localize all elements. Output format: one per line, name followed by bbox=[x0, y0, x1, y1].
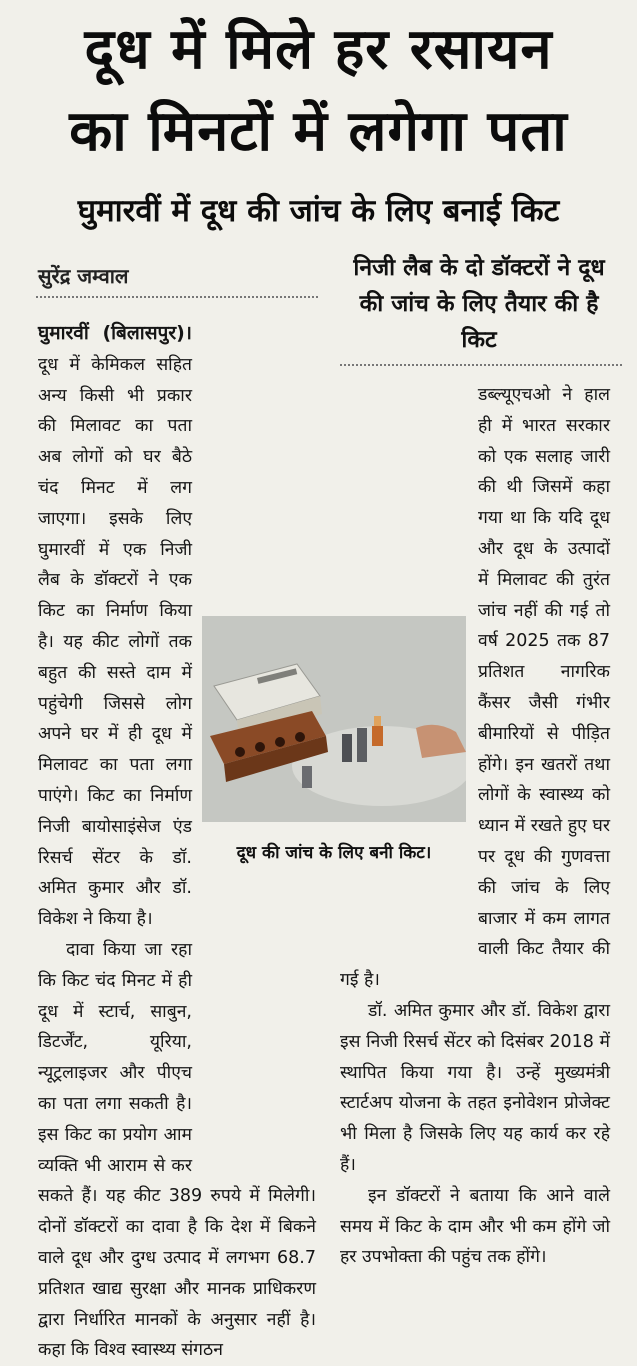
kit-photo-illustration bbox=[202, 616, 466, 822]
byline-divider bbox=[36, 296, 318, 298]
dateline: घुमारवीं (बिलासपुर)। bbox=[38, 322, 192, 344]
side-headline-divider bbox=[340, 364, 622, 366]
paragraph-1-text: दूध में केमिकल सहित अन्य किसी भी प्रकार की मिलावट का पता अब लोगों को घर बैठे चंद मिनट में लग जाएगा। इसके लिए घुमारवीं में एक निजी लैब के डॉक्टरों ने एक किट का निर्माण किया है। यह कीट लोगों तक बहुत की सस्ते दाम में पहुंचेगी जिससे लोग अपने घर में ही दूध में मिलावट का पता लगा पाएंगे। किट का निर्माण निजी बायोसाइंसेज एंड रिसर्च सेंटर के डॉ. अमित कुमार और डॉ. विकेश ने किया है। bbox=[38, 354, 192, 930]
side-headline: निजी लैब के दो डॉक्टरों ने दूध की जांच के लिए तैयार की है किट bbox=[353, 255, 605, 353]
byline: सुरेंद्र जम्वाल bbox=[38, 264, 129, 288]
headline-line-1: दूध में मिले हर रसायन bbox=[84, 17, 553, 82]
kit-photo bbox=[202, 616, 466, 822]
right-paragraph-3: इन डॉक्टरों ने बताया कि आने वाले समय में किट के दाम और भी कम होंगे जो हर उपभोक्ता की पहुंच तक होंगे। bbox=[340, 1185, 610, 1268]
subheadline: घुमारवीं में दूध की जांच के लिए बनाई किट bbox=[77, 193, 560, 229]
right-paragraph-1: डब्ल्यूएचओ ने हाल ही में भारत सरकार को एक सलाह जारी की थी जिसमें कहा गया था कि यदि दूध और दूध के उत्पादों में मिलावट की तुरंत जांच नहीं की गई तो वर्ष 2025 तक 87 प्रतिशत नागरिक कैंसर जैसी गंभीर बीमारियों से पीड़ित होंगे। इन खतरों तथा लोगों के स्वास्थ्य को ध्यान में रखते हुए घर पर दूध की गुणवत्ता की जांच के लिए बाजार में कम लागत वाली किट तैयार की गई है। bbox=[340, 385, 610, 991]
headline-line-2: का मिनटों में लगेगा पता bbox=[69, 99, 568, 164]
paragraph-2: दावा किया जा रहा कि किट चंद मिनट में ही दूध में स्टार्च, साबुन, डिटर्जेंट, यूरिया, न्यूट्रलाइजर और पीएच का पता लगा सकती है। इस किट का प्रयोग आम व्यक्ति भी आराम से कर सकते हैं। यह कीट 389 रुपये में मिलेगी। दोनों डॉक्टरों का दावा है कि देश में बिकने वाले दूध और दुग्ध उत्पाद में लगभग 68.7 प्रतिशत खाद्य सुरक्षा और मानक प्राधिकरण द्वारा निर्धारित मानकों के अनुसार नहीं है। कहा कि विश्व स्वास्थ्य संगठन bbox=[38, 939, 316, 1361]
photo-caption: दूध की जांच के लिए बनी किट। bbox=[202, 822, 466, 880]
right-paragraph-2: डॉ. अमित कुमार और डॉ. विकेश द्वारा इस निजी रिसर्च सेंटर को दिसंबर 2018 में स्थापित किया गया है। उन्हें मुख्यमंत्री स्टार्टअप योजना के तहत इनोवेशन प्रोजेक्ट भी मिला है जिसके लिए यह कार्य कर रहे हैं। bbox=[340, 1000, 610, 1175]
